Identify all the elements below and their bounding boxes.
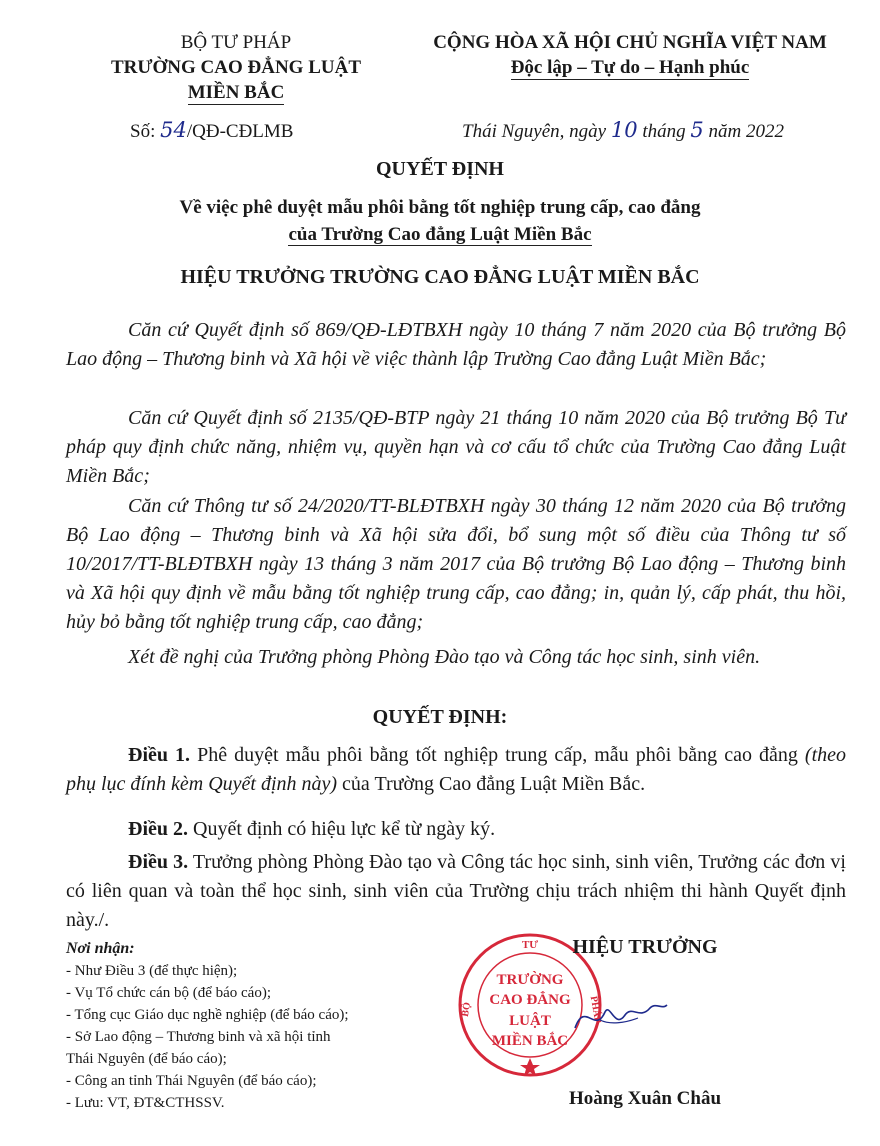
seal-text-line: MIỀN BẮC (491, 1033, 569, 1049)
handwritten-day: 10 (610, 118, 638, 142)
seal-text-line: LUẬT (509, 1013, 551, 1029)
recipient-item: Thái Nguyên (để báo cáo); (66, 1051, 227, 1067)
school-name-line2: MIỀN BẮC (187, 82, 285, 103)
issuing-authority: HIỆU TRƯỞNG TRƯỜNG CAO ĐẲNG LUẬT MIỀN BẮC (180, 266, 700, 288)
article-3: Điều 3. Trưởng phòng Phòng Đào tạo và Công tác học sinh, sinh viên, Trưởng các đơn vị có liên quan và toàn thể học sinh, sinh viên của Trường chịu trách nhiệm thi hành Quyết định này./. (66, 851, 846, 931)
document-subject: Về việc phê duyệt mẫu phôi bằng tốt nghiệp trung cấp, cao đẳng của Trường Cao đẳng Luật Miền Bắc (179, 197, 701, 245)
recipient-item: - Vụ Tổ chức cán bộ (để báo cáo); (66, 985, 271, 1001)
legal-basis-3: Căn cứ Thông tư số 24/2020/TT-BLĐTBXH ngày 30 tháng 12 năm 2020 của Bộ trưởng Bộ Lao động – Thương binh và Xã hội sửa đổi, bổ sung một số điều của Thông tư số 10/2017/TT-BLĐTBXH ngày 13 tháng 3 năm 2017 của Bộ trưởng Bộ Lao động – Thương binh và Xã hội quy định về mẫu bằng tốt nghiệp trung cấp, cao đẳng; in, quản lý, cấp phát, thu hồi, hủy bỏ bằng tốt nghiệp trung cấp, cao đẳng; (66, 495, 846, 633)
document-title: QUYẾT ĐỊNH (376, 158, 504, 180)
recipient-item: - Như Điều 3 (để thực hiện); (66, 963, 238, 979)
legal-basis-1: Căn cứ Quyết định số 869/QĐ-LĐTBXH ngày 10 tháng 7 năm 2020 của Bộ trưởng Bộ Lao động – Thương binh và Xã hội về việc thành lập Trường Cao đẳng Luật Miền Bắc; (66, 319, 846, 370)
recipient-item: - Công an tỉnh Thái Nguyên (để báo cáo); (66, 1073, 317, 1089)
article-2: Điều 2. Quyết định có hiệu lực kể từ ngày ký. (128, 818, 496, 840)
place-and-date: Thái Nguyên, ngày 10 tháng 5 năm 2022 (462, 118, 784, 142)
national-motto: Độc lập – Tự do – Hạnh phúc (510, 57, 750, 78)
article-1: Điều 1. Phê duyệt mẫu phôi bằng tốt nghiệp trung cấp, mẫu phôi bằng cao đẳng (theo phụ lục đính kèm Quyết định này) của Trường Cao đẳng Luật Miền Bắc. (66, 744, 846, 795)
recipients-list (66, 938, 426, 1114)
ministry-name: BỘ TƯ PHÁP (180, 32, 292, 53)
seal-ring-right: PHÁP (587, 995, 604, 1024)
signer-name: Hoàng Xuân Châu (568, 1088, 722, 1109)
document-number: Số: 54/QĐ-CĐLMB (130, 118, 294, 142)
national-header (400, 30, 860, 80)
school-name-line1: TRƯỜNG CAO ĐẲNG LUẬT (111, 57, 361, 78)
signer-title: HIỆU TRƯỞNG (572, 936, 718, 958)
seal-text-line: TRƯỜNG (496, 972, 564, 988)
seal-ring-top: TƯ (521, 939, 539, 951)
decides-heading: QUYẾT ĐỊNH: (372, 706, 508, 728)
recipient-item: - Sở Lao động – Thương binh và xã hội tỉnh (66, 1029, 331, 1045)
legal-basis-4: Xét đề nghị của Trưởng phòng Phòng Đào tạo và Công tác học sinh, sinh viên. (128, 646, 761, 668)
legal-basis-2: Căn cứ Quyết định số 2135/QĐ-BTP ngày 21 tháng 10 năm 2020 của Bộ trưởng Bộ Tư pháp quy định chức năng, nhiệm vụ, quyền hạn và cơ cấu tổ chức của Trường Cao đẳng Luật Miền Bắc; (66, 407, 846, 487)
handwritten-number: 54 (160, 118, 187, 142)
handwritten-month: 5 (690, 118, 704, 142)
seal-text-line: CAO ĐẲNG (489, 992, 571, 1008)
issuer-block (86, 30, 386, 105)
recipients-heading: Nơi nhận: (66, 940, 135, 957)
recipient-item: - Tổng cục Giáo dục nghề nghiệp (để báo cáo); (66, 1007, 349, 1023)
nation-name: CỘNG HÒA XÃ HỘI CHỦ NGHĨA VIỆT NAM (433, 32, 827, 53)
signature-icon (570, 990, 670, 1040)
recipient-item: - Lưu: VT, ĐT&CTHSSV. (66, 1095, 225, 1111)
seal-ring-left: BỘ (459, 1001, 474, 1018)
